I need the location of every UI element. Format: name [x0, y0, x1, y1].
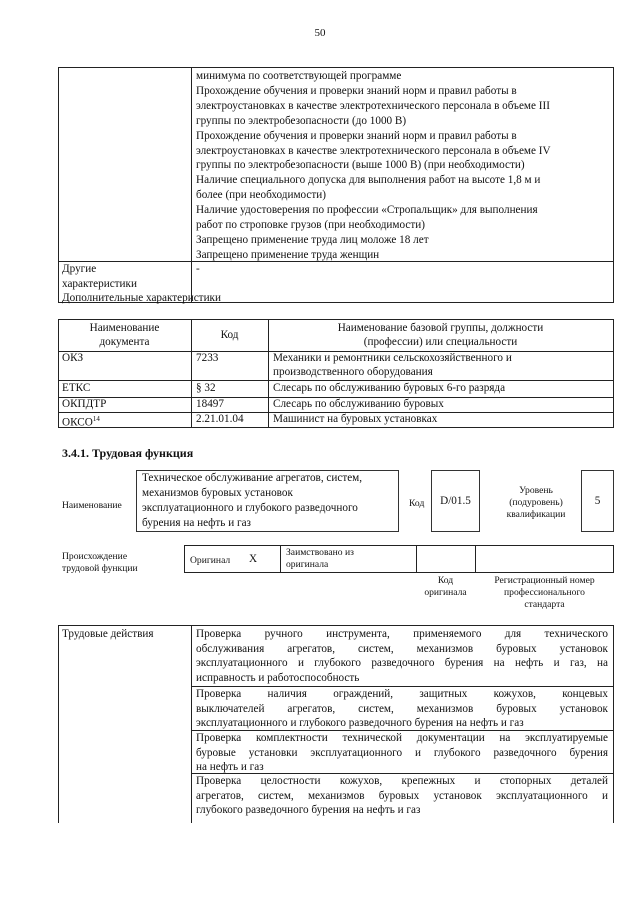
- row-okpdtr-code: 18497: [196, 398, 224, 410]
- borrowed-label: Заимствовано из: [286, 547, 354, 558]
- labor-action-line: Проверка ручного инструмента, применяемого для технического: [196, 628, 608, 640]
- labor-action-line: эксплуатационного и глубокого разведочного бурения на нефть и газ, на: [196, 657, 608, 669]
- other-characteristics-label-2: характеристики: [62, 278, 137, 290]
- requirement-line: Прохождение обучения и проверки знаний норм и правил работы в: [196, 129, 517, 142]
- additional-characteristics-title: Дополнительные характеристики: [62, 292, 221, 304]
- requirement-line: Запрещено применение труда женщин: [196, 248, 380, 261]
- reg-number-label-3: стандарта: [524, 599, 565, 610]
- borrowed-label-2: оригинала: [286, 559, 329, 570]
- header-description: Наименование базовой группы, должности: [337, 322, 544, 334]
- row-okz-code: 7233: [196, 352, 219, 364]
- reg-number-label-2: профессионального: [504, 587, 585, 598]
- function-name-line: Техническое обслуживание агрегатов, систем,: [142, 472, 363, 484]
- labor-action-line: Проверка целостности кожухов, крепежных и стопорных деталей: [196, 775, 608, 787]
- row-okz-desc: Механики и ремонтники сельскохозяйственного и: [273, 352, 512, 364]
- code-original-label: Код: [437, 575, 454, 586]
- requirement-line: работ по строповке грузов (при необходимости): [196, 219, 425, 231]
- labor-action-line: эксплуатационного и глубокого разведочного бурения на нефть и газ: [196, 717, 524, 729]
- code-original-label-2: оригинала: [424, 587, 467, 598]
- row-etks-doc: ЕТКС: [62, 382, 91, 394]
- row-etks-desc: Слесарь по обслуживанию буровых 6-го разряда: [273, 382, 506, 394]
- level-label-3: квалификации: [506, 509, 566, 520]
- page-number: 50: [314, 27, 326, 39]
- reg-number-label: Регистрационный номер: [494, 575, 595, 586]
- code-label: Код: [409, 498, 425, 509]
- labor-action-line: Проверка наличия ограждений, защитных кожухов, концевых: [196, 688, 608, 700]
- function-name-box: [136, 470, 399, 532]
- function-name-line: механизмов буровых установок: [142, 487, 293, 499]
- labor-actions-label: Трудовые действия: [62, 628, 154, 640]
- labor-action-line: Проверка комплектности технической документации на эксплуатируемые: [196, 732, 608, 744]
- labor-action-line: агрегатов, систем, механизмов буровых установок эксплуатационного и: [196, 789, 608, 802]
- level-value: 5: [594, 495, 601, 507]
- row-okso-doc: ОКСО$^{14}$: [62, 415, 100, 429]
- other-characteristics-label: Другие: [62, 263, 97, 275]
- requirement-line: электроустановках в качестве электротехнического персонала в объеме IV: [196, 144, 551, 157]
- requirement-line: Запрещено применение труда лиц моложе 18 лет: [196, 233, 429, 246]
- row-okz-desc-2: производственного оборудования: [273, 366, 433, 378]
- labor-action-line: буровые установки эксплуатационного и глубокого разведочного бурения: [196, 746, 608, 759]
- row-okso-desc: Машинист на буровых установках: [273, 413, 438, 425]
- other-characteristics-value: -: [196, 263, 200, 275]
- requirement-line: Наличие удостоверения по профессии «Стропальщик» для выполнения: [196, 204, 538, 217]
- row-okpdtr-desc: Слесарь по обслуживанию буровых: [273, 398, 444, 410]
- original-mark: X: [249, 553, 258, 565]
- level-label-2: (подуровень): [509, 497, 563, 508]
- labor-action-line: на нефть и газ: [196, 761, 264, 773]
- row-okz-doc: ОКЗ: [62, 352, 84, 364]
- footnote-14: 14: [92, 415, 100, 423]
- name-label: Наименование: [62, 500, 122, 511]
- header-doc-name-2: документа: [99, 336, 150, 348]
- requirement-line: Прохождение обучения и проверки знаний норм и правил работы в: [196, 84, 517, 97]
- section-title: 3.4.1. Трудовая функция: [62, 446, 194, 460]
- labor-action-line: выключателей агрегатов, систем, механизмов буровых установок: [196, 702, 608, 715]
- function-name-line: эксплуатационного и глубокого разведочного: [142, 502, 358, 514]
- code-box: [431, 470, 480, 532]
- requirement-line: минимума по соответствующей программе: [196, 70, 402, 82]
- origin-label-2: трудовой функции: [62, 563, 138, 574]
- labor-action-line: исправность и работоспособность: [196, 671, 360, 684]
- level-label: Уровень: [519, 485, 553, 496]
- requirement-line: группы по электробезопасности (выше 1000 В) (при необходимости): [196, 159, 525, 172]
- row-okso-code: 2.21.01.04: [196, 413, 244, 425]
- labor-action-line: обслуживания агрегатов, систем, механизмов буровых установок: [196, 642, 608, 655]
- function-name-line: бурения на нефть и газ: [142, 517, 251, 529]
- origin-label: Происхождение: [62, 551, 128, 562]
- requirement-line: электроустановках в качестве электротехнического персонала в объеме III: [196, 99, 550, 112]
- labor-action-line: глубокого разведочного бурения на нефть и газ: [196, 804, 421, 816]
- row-etks-code: § 32: [196, 382, 216, 394]
- requirement-line: группы по электробезопасности (до 1000 В): [196, 114, 407, 127]
- original-label: Оригинал: [190, 555, 231, 566]
- row-okpdtr-doc: ОКПДТР: [62, 398, 107, 410]
- code-value: D/01.5: [440, 495, 471, 507]
- level-box: [581, 470, 614, 532]
- header-doc-name: Наименование: [89, 322, 160, 334]
- header-description-2: (профессии) или специальности: [363, 336, 518, 348]
- requirement-line: Наличие специального допуска для выполнения работ на высоте 1,8 м и: [196, 174, 541, 187]
- header-code: Код: [220, 329, 239, 341]
- requirement-line: более (при необходимости): [196, 189, 326, 202]
